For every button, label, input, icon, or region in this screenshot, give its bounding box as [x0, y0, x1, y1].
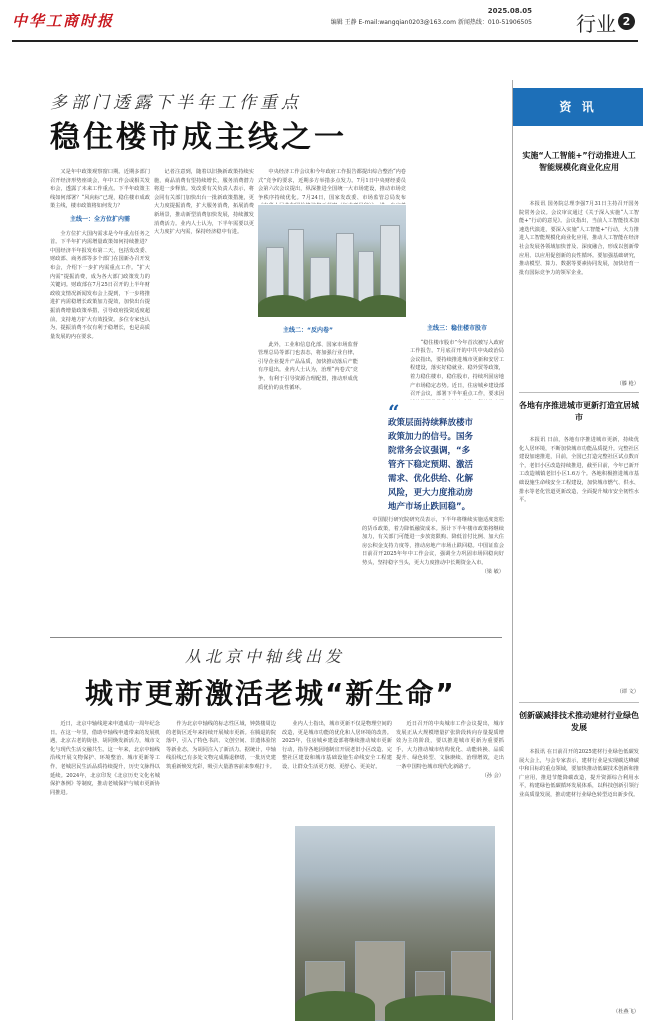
article2-photo-beijing-old-city	[295, 826, 495, 1021]
article1-kicker: 多部门透露下半年工作重点	[50, 93, 302, 113]
page-header	[0, 0, 650, 38]
newspaper-logo: 中华工商时报	[12, 12, 115, 30]
issue-date: 2025.08.05	[487, 7, 532, 15]
page-number: 2	[618, 13, 635, 30]
article1-subhead-3: 主线三：稳住楼市股市	[426, 325, 487, 332]
article2-column-4	[396, 720, 504, 820]
article2-col3-text: 业内人士指出，城市更新不仅是物理空间的改造，更是城市功能的优化和人居环境的改善。2025年，住房城乡建设部将继续推动城市更新行动，指导各地因地制宜开展老旧小区改造、完整社区建设和城市基础设施生命线安全工程建设，让群众生活更方便、更舒心、更美好。	[282, 721, 392, 770]
article1-col4-text: 此外，工业和信息化部、国家市场监督管理总局等部门也表态，将加强行业自律，引导企业提升产品品质，加快推动落后产能有序退出。业内人士认为，治理“内卷式”竞争，有利于引导资源合理配置，推动形成优质优价的良性循环。	[258, 341, 358, 391]
article1-subhead-2: 主线二：“反内卷”	[283, 327, 333, 334]
sidebar-item-3-text: 本报讯 在日前召开的2025建材行业绿色低碳发展大会上，与会专家表示，建材行业是实现碳达峰碳中和目标的重点领域，要加快推动低碳技术创新和推广应用，推进节能降碳改造，提升资源综合利用水平，构建绿色低碳循环发展体系，以科技创新引领行业高质量发展，推动建材行业绿色转型迈出新步伐。	[519, 749, 639, 798]
article1-column-3-top	[258, 168, 406, 204]
article2-col4-text: 近日召开的中央城市工作会议提出，城市发展正从大规模增量扩张阶段转向存量提质增效为主的阶段，要以推进城市更新为重要抓手，大力推动城市结构优化、动能转换、品质提升、绿色转型、文脉赓续、治理增效，走出一条中国特色城市现代化新路子。	[396, 721, 504, 770]
article1-subhead-1: 主线一：全方位扩内需	[69, 215, 130, 223]
article2-col1-text: 近日，北京中轴线迎来申遗成功一周年纪念日。在这一年里，借助中轴线申遗带来的发展机遇，北京古老的街巷、胡同焕发新活力，城市文化与现代生活交融共生。这一年来，北京中轴线沿线开展文物保护、环境整治、城市更新等工作，老城居民生活品质持续提升，历史文脉得以延续。2024年，北京印发《北京历史文化名城保护条例》等制度，推动老城保护与城市更新协同推进。	[50, 721, 160, 796]
article-divider	[50, 637, 502, 638]
trees	[258, 295, 308, 317]
article1-pullquote: 政策层面持续释放楼市政策加力的信号。国务院常务会议强调，“多管齐下稳定预期、激活需求、优化供给、化解风险，更大力度推动房地产市场止跌回稳”。	[388, 418, 474, 512]
sidebar-item-1-text: 本报讯 国务院总理李强7月31日主持召开国务院常务会议。会议审议通过《关于深入实施“人工智能+”行动的意见》。会议指出，当前人工智能技术加速迭代演进，要深入实施“人工智能+”行动，大力推进人工智能规模化商业化应用，推动人工智能在经济社会发展各领域加快普及、深度融合，形成以创新带应用、以应用促创新的良性循环。要加强基础研究，推动模型、算力、数据等要素协同发展，加快培育一批有国际竞争力的领军企业。	[519, 201, 639, 276]
article1-col6-text: 中国银行研究院研究员表示，下半年将继续实施适度宽松的货币政策，着力降低融资成本。预计下半年楼市政策将继续加力，有关部门可能进一步放宽限购、降低首付比例、加大住房公积金支持力度等，推动房地产市场止跌回稳。中国证监会日前召开2025年年中工作会议，强调全力巩固市场回稳向好势头，坚持稳字当头，更大力度推动中长期资金入市。	[362, 517, 504, 566]
sidebar-item-2-text: 本报讯 日前，各地有序推进城市更新，持续优化人居环境，不断加快城市功能品质提升。完整社区建设加速推进，目前，全国已打造完整社区试点数百个，老旧小区改造持续推进，截至目前，今年已新开工改造城镇老旧小区1.6万个。各地积极推进城市基础设施生命线安全工程建设，加快城市燃气、供水、排水等老化管道更新改造，全面提升城市安全韧性水平。	[519, 437, 639, 504]
article2-title: 城市更新激活老城“新生命”	[85, 677, 456, 710]
article1-column-4	[362, 516, 504, 628]
section-name: 行业	[576, 12, 616, 36]
sidebar-banner: 资 讯	[513, 88, 643, 126]
article2-byline: （孙 会）	[481, 772, 504, 779]
sidebar-separator	[519, 392, 639, 393]
article1-col3-text: 中央经济工作会议和今年政府工作报告都提出综合整治“内卷式”竞争的要求，近期多方举措多点发力。7月1日中央财经委员会第六次会议提出，纵深推进全国统一大市场建设，推动市场竞争秩序持续优化。7月24日，国家发改委、市场监管总局发布	[258, 169, 406, 201]
news-sidebar	[512, 80, 642, 1020]
article1-title: 稳住楼市成主线之一	[50, 120, 347, 155]
article2-column-3	[282, 720, 392, 820]
article1-lead: 又是年中政策观察窗口期。近期多部门召开经济形势座谈会，年中工作会或相关发布会，透露了未来工作重点。下半年政策主线如何部署？“风向标”已现，稳住楼市成政策主线，楼市政策将如何发力？	[50, 169, 150, 210]
trees	[358, 295, 406, 317]
sidebar-separator	[519, 702, 639, 703]
header-rule	[12, 40, 638, 42]
header-meta	[322, 6, 532, 28]
trees	[295, 991, 375, 1021]
article1-photo-city-housing	[258, 205, 406, 317]
trees	[303, 295, 363, 317]
sidebar-item-2-byline: （谭 文）	[616, 689, 639, 695]
article1-column-3	[258, 322, 358, 628]
editor-line: 编辑 王静 E-mail:wangqian0203@163.com 新闻热线：010-51906505	[330, 19, 532, 26]
sidebar-item-3-byline: （杜燕飞）	[613, 1009, 639, 1015]
article1-byline: （梁 敏）	[481, 568, 504, 575]
article1-column-2	[154, 168, 254, 628]
article1-col2-text: 记者注意到，随着以旧换新政策持续实施，商品消费有望持续增长，服务消费潜力将进一步释放。发改委有关负责人表示，将会同有关部门加快出台一批新政策措施，更大力度提振消费，扩大服务消费，拓展消费新场景，推动新型消费加快发展，持续激发消费活力。业内人士认为，下半年需要以更大力度扩大内需，保持经济稳中有进。	[154, 169, 254, 236]
sidebar-item-1-title: 实施“人工智能+”行动推进人工智能规模化商业化应用	[522, 151, 636, 172]
article1-column-4-top	[410, 320, 504, 400]
article2-column-2	[166, 720, 276, 1020]
article1-col5-text: “稳住楼市股市”今年首次被写入政府工作报告。7月底召开的中共中央政治局会议指出，要持续推进城市更新和安居工程建设，落实好稳就业、稳外贸等政策，着力稳住楼市，稳住股市，持续巩固房地产市场稳定态势。近日，住房城乡建设部召开会议，部署下半年重点工作，要求因	[410, 339, 504, 398]
article1-col1-text: 全方位扩大国内需求是今年重点任务之首。下半年扩内需增量政策如何持续推进？中国经济半年报发布第二天，包括发改委、财政部、商务部等多个部门在国新办召开发布会，介绍下一步扩内需重点工作。“扩大内需”提振消费，成为各大部门政策发力的关键词。财政部在7月25日召开的上半年财政收支情况新闻发布会上提到，下一步将推进扩内需稳增长政策加力提效，加快出台提振消费增量政策举措，引导政府投资适度超前，支持地方扩大有效投资。多位专家也认为，提振消费不仅有利于稳增长，也是高质量发展的内在要求。	[50, 230, 150, 340]
article1-column-1	[50, 168, 150, 628]
article2-col2-text: 作为北京中轴线的标志性区域，钟鼓楼周边的老街区近年来持续开展城市更新。在腾退的院落中，引入了特色书店、文创空间、非遗体验馆等新业态，为胡同注入了新活力。据统计，中轴线沿线已有多处文物完成腾退修缮，一批历史建筑重新焕发光彩，吸引大量游客前来参观打卡。	[166, 721, 276, 770]
sidebar-item-3-title: 创新碳减排技术推动建材行业绿色发展	[519, 711, 639, 732]
quote-mark-icon: “	[388, 400, 400, 424]
trees	[385, 995, 495, 1021]
sidebar-item-2-title: 各地有序推进城市更新打造宜居城市	[519, 401, 639, 422]
article2-column-1	[50, 720, 160, 1020]
article2-kicker: 从北京中轴线出发	[185, 647, 346, 666]
sidebar-item-1-byline: （滕 枪）	[616, 381, 639, 387]
